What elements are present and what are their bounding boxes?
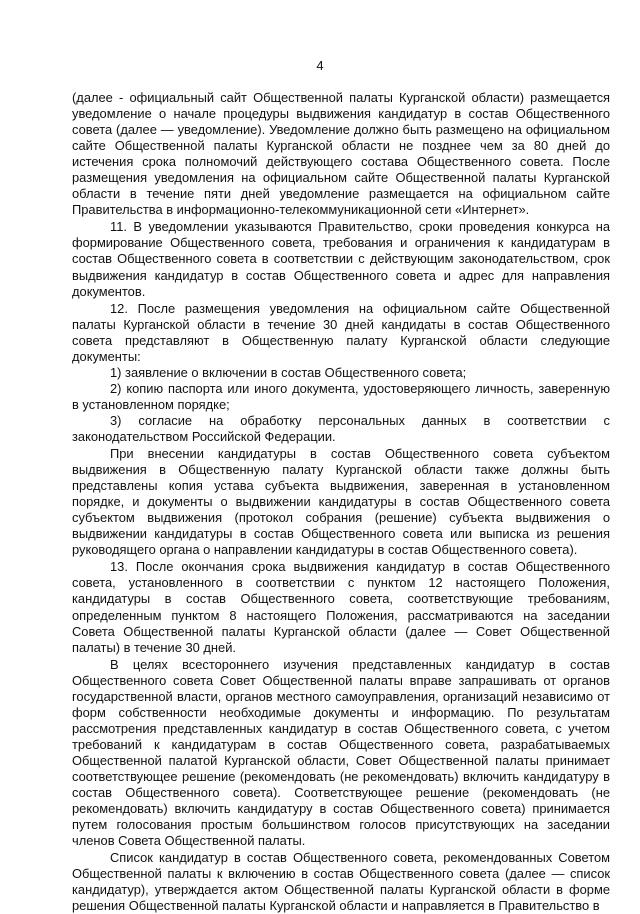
page-number: 4: [316, 58, 324, 73]
document-body: [72, 90, 610, 914]
paragraph-13: 13. После окончания срока выдвижения кандидатур в состав Общественного совета, установленного в соответствии с пунктом 12 настоящего Положения, кандидатуры в состав Общественного совета, соответствующие требованиям, определенным пунктом 8 настоящего Положения, рассматриваются на заседании Совета Общественной палаты Курганской области (далее — Совет Общественной палаты) в течение 30 дней.: [72, 559, 610, 655]
paragraph-candidate-list: Список кандидатур в состав Общественного совета, рекомендованных Советом Общественной палаты к включению в состав Общественного совета (далее — список кандидатур), утверждается актом Общественной палаты Курганской области в форме решения Общественной палаты Курганской области и направляется в Правительство в: [72, 850, 610, 914]
paragraph-nomination-documents: При внесении кандидатуры в состав Общественного совета субъектом выдвижения в Общественную палату Курганской области также должны быть представлены копия устава субъекта выдвижения, заверенная в установленном порядке, и документы о выдвижении кандидатуры в состав Общественного совета субъектом выдвижения (протокол собрания (решение) субъекта выдвижения о выдвижении кандидатуры в состав Общественного совета или выписка из решения руководящего органа о направлении кандидатуры в состав Общественного совета).: [72, 446, 610, 558]
paragraph-council-review: В целях всестороннего изучения представленных кандидатур в состав Общественного совета Совет Общественной палаты вправе запрашивать от органов государственной власти, органов местного самоуправления, организаций независимо от форм собственности необходимые документы и информацию. По результатам рассмотрения представленных кандидатур в состав Общественного совета, с учетом требований к кандидатурам в состав Общественного совета, разрабатываемых Общественной палатой Курганской области, Совет Общественной палаты принимает соответствующее решение (рекомендовать (не рекомендовать) включить кандидатуру в состав Общественного совета). Соответствующее решение (рекомендовать (не рекомендовать) включить кандидатуру в состав Общественного совета) принимается путем голосования простым большинством голосов присутствующих на заседании членов Совета Общественной палаты.: [72, 656, 610, 849]
paragraph-intro-continuation: (далее - официальный сайт Общественной палаты Курганской области) размещается уведомление о начале процедуры выдвижения кандидатур в состав Общественного совета (далее — уведомление). Уведомление должно быть размещено на официальном сайте Общественной палаты Курганской области не позднее чем за 80 дней до истечения срока полномочий действующего состава Общественного совета. После размещения уведомления на официальном сайте Общественной палаты Курганской области в течение пяти дней уведомление размещается на официальном сайте Правительства в информационно-телекоммуникационной сети «Интернет».: [72, 90, 610, 218]
list-item-1: 1) заявление о включении в состав Общественного совета;: [110, 364, 467, 380]
paragraph-11: 11. В уведомлении указываются Правительство, сроки проведения конкурса на формирование Общественного совета, требования и ограничения к кандидатурам в состав Общественного совета в соответствии с действующим законодательством, срок выдвижения кандидатур в состав Общественного совета и адрес для направления документов.: [72, 219, 610, 299]
list-item-2: 2) копию паспорта или иного документа, удостоверяющего личность, заверенную в установленном порядке;: [72, 380, 610, 412]
list-item-3: 3) согласие на обработку персональных данных в соответствии с законодательством Российской Федерации.: [72, 412, 610, 444]
paragraph-12: 12. После размещения уведомления на официальном сайте Общественной палаты Курганской области в течение 30 дней кандидаты в состав Общественного совета представляют в Общественную палату Курганской области следующие документы:: [72, 300, 610, 364]
